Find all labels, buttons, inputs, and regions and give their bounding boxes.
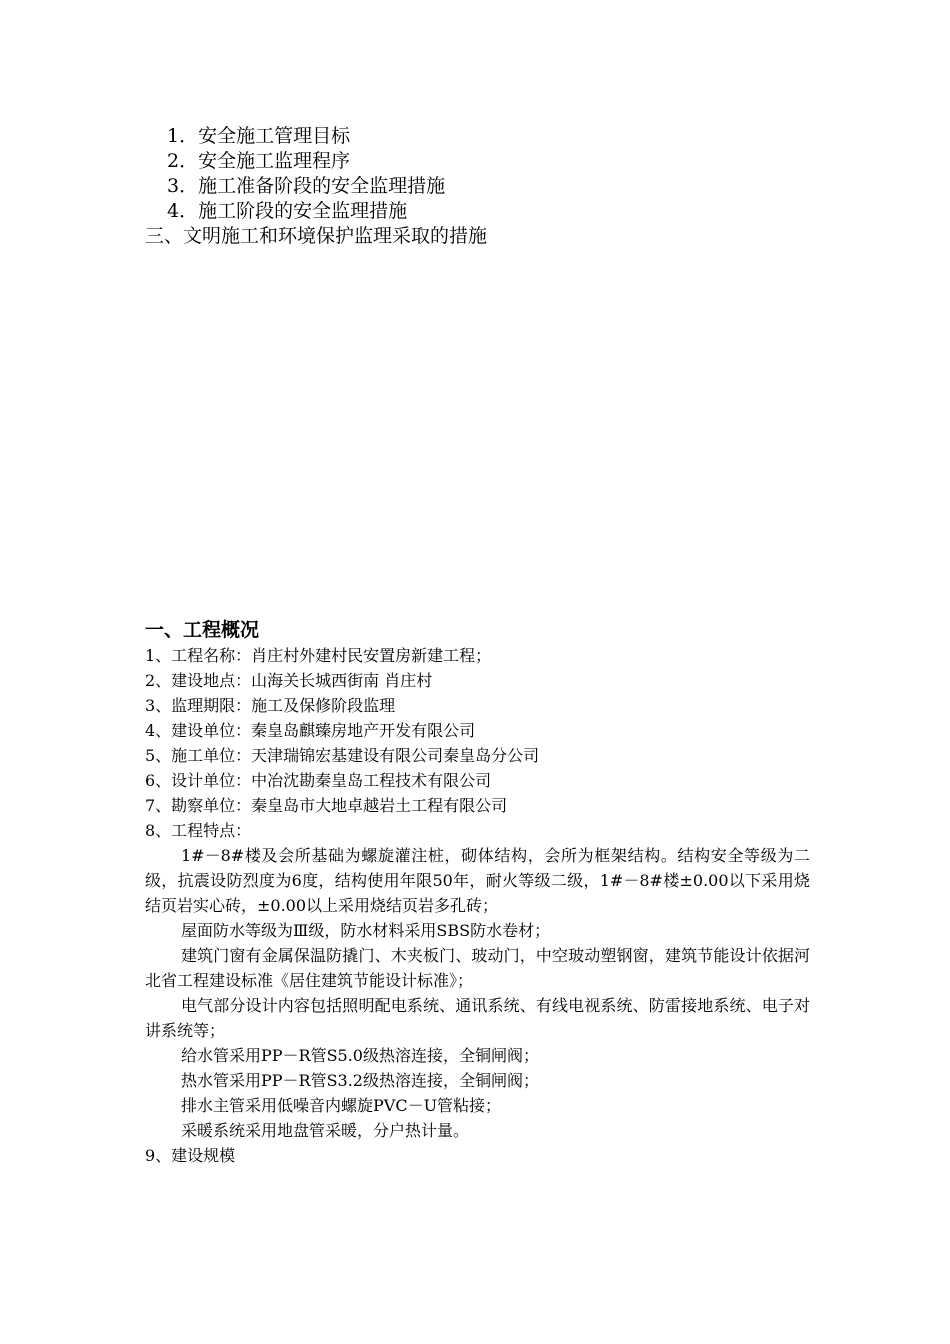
table-of-contents: [145, 124, 825, 249]
overview-item: 5、施工单位：天津瑞锦宏基建设有限公司秦皇岛分公司: [145, 746, 540, 765]
feature-paragraph: 1#－8#楼及会所基础为螺旋灌注桩，砌体结构，会所为框架结构。结构安全等级为二级，抗震设防烈度为6度，结构使用年限50年，耐火等级二级，1#－8#楼±0.00以下采用烧结页岩实心砖，±0.00以上采用烧结页岩多孔砖；: [145, 846, 810, 915]
section-heading: 一、工程概况: [145, 619, 260, 641]
feature-paragraph: 屋面防水等级为Ⅲ级，防水材料采用SBS防水卷材；: [181, 921, 551, 940]
feature-paragraph: 建筑门窗有金属保温防撬门、木夹板门、玻动门，中空玻动塑钢窗，建筑节能设计依据河北省工程建设标准《居住建筑节能设计标准》；: [145, 946, 810, 990]
feature-paragraph: 电气部分设计内容包括照明配电系统、通讯系统、有线电视系统、防雷接地系统、电子对讲系统等；: [145, 996, 810, 1040]
overview-item: 3、监理期限：施工及保修阶段监理: [145, 696, 396, 715]
overview-item: 2、建设地点：山海关长城西街南 肖庄村: [145, 671, 433, 690]
feature-paragraph: 排水主管采用低噪音内螺旋PVC－U管粘接；: [181, 1096, 502, 1115]
overview-item: 1、工程名称：肖庄村外建村民安置房新建工程；: [145, 646, 492, 665]
toc-item: 1．安全施工管理目标: [167, 125, 351, 147]
feature-paragraph: 采暖系统采用地盘管采暖，分户热计量。: [181, 1121, 470, 1140]
overview-item: 8、工程特点：: [145, 821, 252, 840]
toc-item: 2．安全施工监理程序: [167, 150, 351, 172]
feature-paragraph: 给水管采用PP－R管S5.0级热溶连接，全铜闸阀；: [181, 1046, 539, 1065]
toc-item: 3．施工准备阶段的安全监理措施: [167, 175, 446, 197]
overview-item: 4、建设单位：秦皇岛麒臻房地产开发有限公司: [145, 721, 476, 740]
toc-section-three: 三、文明施工和环境保护监理采取的措施: [145, 225, 488, 247]
project-overview-section: [145, 617, 810, 1168]
overview-item: 7、勘察单位：秦皇岛市大地卓越岩土工程有限公司: [145, 796, 508, 815]
feature-paragraph: 热水管采用PP－R管S3.2级热溶连接，全铜闸阀；: [181, 1071, 539, 1090]
toc-item: 4．施工阶段的安全监理措施: [167, 200, 408, 222]
overview-item: 9、建设规模: [145, 1146, 236, 1165]
overview-item: 6、设计单位：中冶沈勘秦皇岛工程技术有限公司: [145, 771, 492, 790]
